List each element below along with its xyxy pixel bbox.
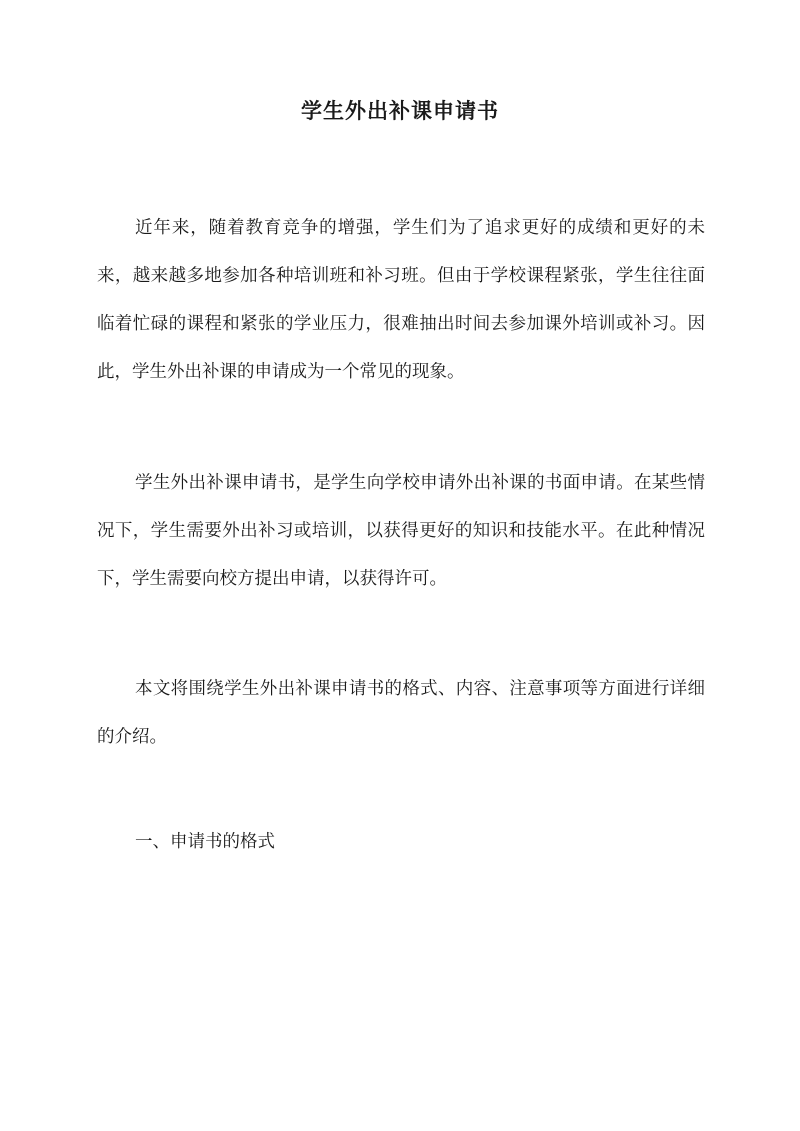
definition-paragraph: 学生外出补课申请书，是学生向学校申请外出补课的书面申请。在某些情况下，学生需要外出补习或培训，以获得更好的知识和技能水平。在此种情况下，学生需要向校方提出申请，以获得许可。 <box>97 473 705 589</box>
document-title: 学生外出补课申请书 <box>301 98 499 123</box>
section-heading: 一、申请书的格式 <box>135 832 275 852</box>
overview-paragraph: 本文将围绕学生外出补课申请书的格式、内容、注意事项等方面进行详细的介绍。 <box>97 679 705 747</box>
intro-paragraph: 近年来，随着教育竞争的增强，学生们为了追求更好的成绩和更好的未来，越来越多地参加各种培训班和补习班。但由于学校课程紧张，学生往往面临着忙碌的课程和紧张的学业压力，很难抽出时间去参加课外培训或补习。因此，学生外出补课的申请成为一个常见的现象。 <box>97 218 705 382</box>
